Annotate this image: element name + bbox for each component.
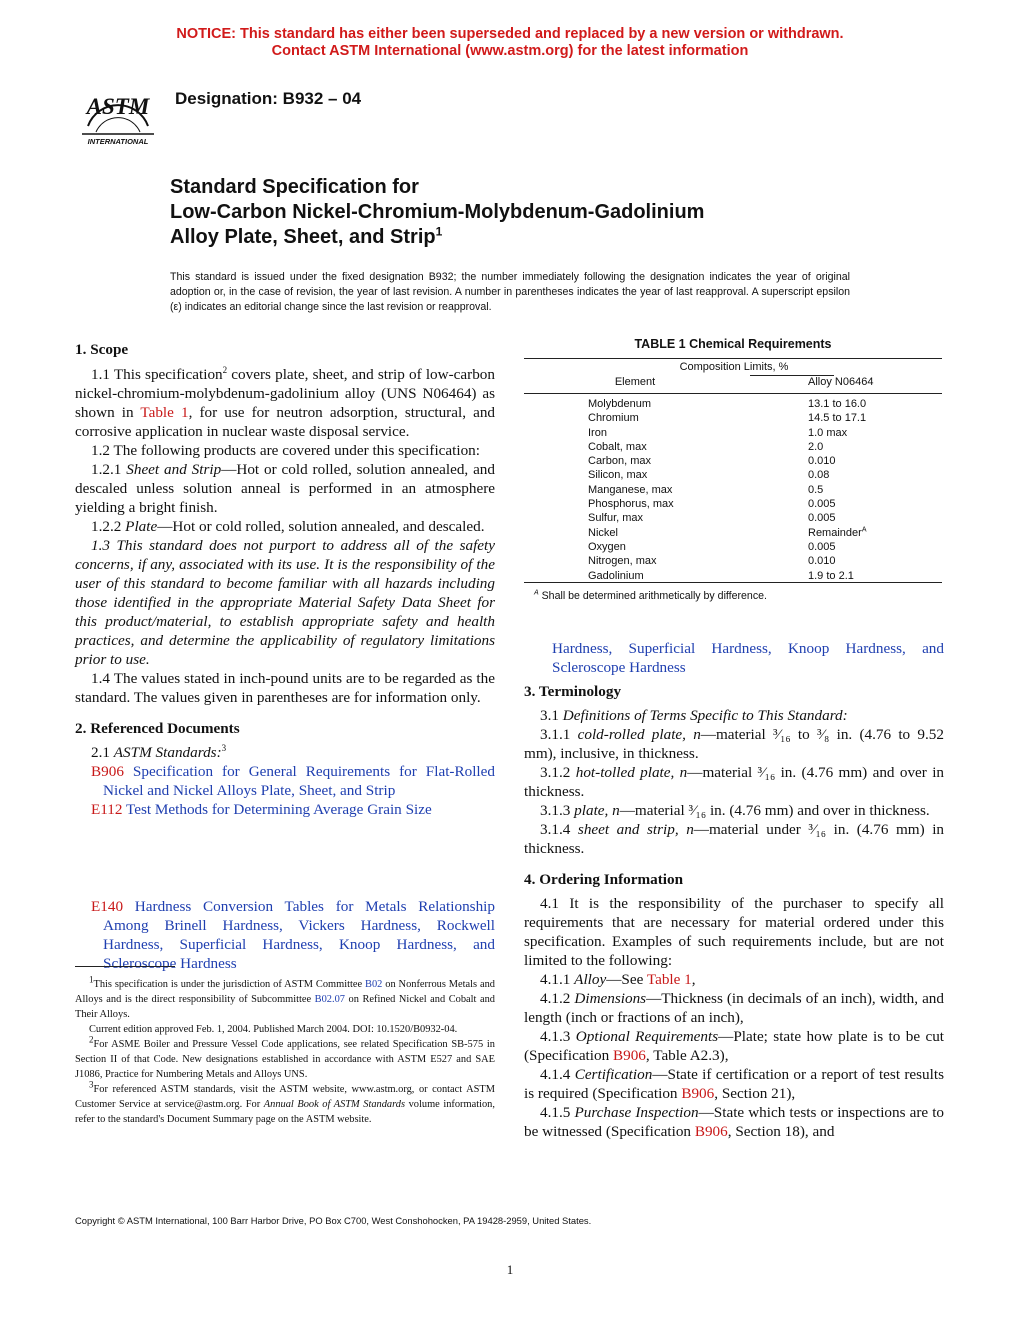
scope-1-2-1: 1.2.1 Sheet and Strip—Hot or cold rolled, solution annealed, and descaled unless solution anneal is performed in an atmosphere yielding a bright finish. (75, 461, 495, 516)
subcommittee-b02-07-link[interactable]: B02.07 (314, 994, 345, 1005)
page-number: 1 (506, 1262, 514, 1277)
notice-line-1: NOTICE: This standard has either been superseded and replaced by a new version or withdrawn. (176, 26, 844, 42)
order-4-1-5: 4.1.5 Purchase Inspection—State which tests or inspections are to be witnessed (Specification B906, Section 18), and (524, 1104, 945, 1140)
table-rule-top (524, 358, 942, 359)
order-table-1-link[interactable]: Table 1 (646, 971, 692, 988)
ref-b906 (75, 762, 495, 800)
order-b906-link[interactable]: B906 (612, 1047, 646, 1064)
table-row: Sulfur, max 0.005 (588, 512, 836, 525)
table-body (588, 397, 908, 583)
intro-note: This standard is issued under the fixed designation B932; the number immediately following the designation indicates the year of original adoption or, in the case of revision, the year of last revision. A number in parentheses indicates the year of last reapproval. A superscript epsilon (ε) indicates an editorial change since the last revision or reapproval. (170, 271, 850, 313)
order-4-1: 4.1 It is the responsibility of the purchaser to specify all requirements that are necessary for material ordered under this specification. Examples of such requirements include, but are not limited to the following: (524, 895, 944, 969)
table-row: Cobalt, max 2.0 (588, 440, 824, 453)
copyright: Copyright © ASTM International, 100 Barr Harbor Drive, PO Box C700, West Conshohocken, PA 19428-2959, United States. (75, 1215, 592, 1226)
table-row: Chromium 14.5 to 17.1 (588, 412, 867, 425)
table-header-element: Element (614, 376, 656, 388)
term-3-1-1: 3.1.1 cold-rolled plate, n—material ³⁄₁₆ to ³⁄₈ in. (4.76 to 9.52 mm), inclusive, in thickness. (524, 726, 944, 762)
ref-e112 (75, 800, 495, 819)
table-row: Nitrogen, max 0.010 (588, 555, 836, 568)
footnote-3: $^3$For referenced ASTM standards, visit the ASTM website, www.astm.org, or contact ASTM Customer Service at service@astm.org. For Annual Book of ASTM Standards volume information, refer to the standard's Document Summary page on the ASTM website. (75, 1079, 495, 1125)
ref-title-b906[interactable]: Specification for General Requirements for Flat-Rolled Nickel and Nickel Alloys Plate, Sheet, and Strip (103, 763, 495, 799)
page-title (170, 175, 704, 250)
table-row: Iron 1.0 max (588, 426, 848, 439)
footnote-1-edition: Current edition approved Feb. 1, 2004. Published March 2004. DOI: 10.1520/B0932-04. (89, 1024, 458, 1035)
term-3-1: 3.1 Definitions of Terms Specific to This Standard: (540, 707, 848, 724)
table-row: Gadolinium 1.9 to 2.1 (588, 569, 854, 582)
table-1-link[interactable]: Table 1 (140, 404, 189, 421)
footnotes (75, 974, 495, 1127)
table-row: Manganese, max 0.5 (588, 483, 824, 496)
table-1-title: TABLE 1 Chemical Requirements (634, 337, 832, 351)
order-4-1-2: 4.1.2 Dimensions—Thickness (in decimals of an inch), width, and length (inch or fractions of an inch), (524, 990, 944, 1026)
footnote-rule (75, 966, 175, 967)
footnote-2: $^2$For ASME Boiler and Pressure Vessel Code applications, see related Specification SB-575 in Section II of that Code. New designations established in accordance with ASTM E527 and SAE J1086, Practice for Numbering Metals and Alloys UNS. (75, 1034, 495, 1080)
title-line-2: Low-Carbon Nickel-Chromium-Molybdenum-Gadolinium (170, 201, 705, 223)
section-referenced-heading: 2. Referenced Documents (75, 720, 240, 737)
section-terminology-heading: 3. Terminology (524, 683, 622, 700)
committee-b02-link[interactable]: B02 (365, 979, 383, 990)
astm-logo (76, 74, 160, 150)
section-ordering-heading: 4. Ordering Information (524, 871, 684, 888)
table-row: Silicon, max 0.08 (588, 469, 830, 482)
table-row: Carbon, max 0.010 (588, 455, 836, 468)
order-b906-link[interactable]: B906 (694, 1123, 728, 1140)
table-row: Phosphorus, max 0.005 (588, 498, 836, 511)
table-header-composition: Composition Limits, % (679, 361, 789, 373)
ref-code-e112[interactable]: E112 (91, 801, 123, 818)
ref-e140 (75, 897, 495, 972)
referenced-2-1: 2.1 ASTM Standards:$^3$ (91, 742, 227, 761)
scope-1-1: 1.1 This specification$^2$ covers plate, sheet, and strip of low-carbon nickel-chromium-molybdenum-gadolinium alloy (UNS N06464) as shown in Table 1, for use for neutron adsorption, structural, and corrosive application in nuclear waste disposal service. (75, 364, 496, 440)
ref-code-b906[interactable]: B906 (91, 763, 124, 780)
order-4-1-4: 4.1.4 Certification—State if certification or a report of test results is required (Specification B906, Section 21), (524, 1066, 945, 1102)
order-4-1-1: 4.1.1 Alloy—See Table 1, (540, 971, 696, 988)
table-row: Oxygen 0.005 (588, 540, 836, 553)
logo-word: ASTM (86, 94, 150, 119)
title-line-1: Standard Specification for (170, 176, 419, 198)
notice-line-2: Contact ASTM International (www.astm.org) for the latest information (271, 43, 749, 59)
logo-caption: INTERNATIONAL (87, 137, 149, 146)
ref-title-e112[interactable]: Test Methods for Determining Average Grain Size (122, 801, 432, 818)
title-line-3: Alloy Plate, Sheet, and Strip$^1$ (170, 224, 443, 248)
table-row: Nickel Remainder$^A$ (588, 526, 867, 539)
table-note: $^A$ Shall be determined arithmetically by difference. (534, 589, 767, 602)
scope-1-4: 1.4 The values stated in inch-pound units are to be regarded as the standard. The values given in parentheses are for information only. (75, 670, 495, 706)
scope-1-2: 1.2 The following products are covered under this specification: (91, 442, 480, 459)
section-scope-heading: 1. Scope (75, 341, 129, 358)
notice-banner (0, 26, 1020, 60)
scope-1-3: 1.3 This standard does not purport to address all of the safety concerns, if any, associated with its use. It is the responsibility of the user of this standard to become familiar with all hazards including those identified in the appropriate Material Safety Data Sheet for this product/material, to establish appropriate safety and health practices, and determine the applicability of regulatory limitations prior to use. (75, 537, 495, 668)
ref-e140-continued[interactable]: Hardness, Superficial Hardness, Knoop Hardness, and Scleroscope Hardness (552, 640, 944, 676)
term-3-1-4: 3.1.4 sheet and strip, n—material under ³⁄₁₆ in. (4.76 mm) in thickness. (524, 821, 945, 857)
term-3-1-3: 3.1.3 plate, n—material ³⁄₁₆ in. (4.76 mm) and over in thickness. (540, 802, 930, 819)
scope-1-2-2: 1.2.2 Plate—Hot or cold rolled, solution annealed, and descaled. (91, 518, 485, 535)
title-footnote-mark: 1 (435, 224, 443, 239)
left-column (75, 340, 495, 819)
ref-title-e140[interactable]: Hardness Conversion Tables for Metals Relationship Among Brinell Hardness, Vickers Hardness, Rockwell Hardness, Superficial Hardness, Knoop Hardness, and Scleroscope Hardness (103, 898, 495, 972)
footnote-1: $^1$This specification is under the jurisdiction of ASTM Committee B02 on Nonferrous Metals and Alloys and is the direct responsibility of Subcommittee B02.07 on Refined Nickel and Cobalt and Their Alloys. (75, 974, 495, 1020)
designation: Designation: B932 – 04 (175, 89, 362, 108)
table-header-alloy: Alloy N06464 (808, 376, 874, 388)
order-4-1-3: 4.1.3 Optional Requirements—Plate; state how plate is to be cut (Specification B906, Table A2.3), (524, 1028, 945, 1064)
term-3-1-2: 3.1.2 hot-tolled plate, n—material ³⁄₁₆ in. (4.76 mm) and over in thickness. (524, 764, 945, 800)
right-column (524, 637, 944, 1141)
table-row: Molybdenum 13.1 to 16.0 (588, 398, 867, 410)
order-b906-link[interactable]: B906 (681, 1085, 715, 1102)
table-rule-header (524, 393, 942, 394)
ref-code-e140[interactable]: E140 (91, 898, 124, 915)
table-rule-bottom (524, 582, 942, 583)
